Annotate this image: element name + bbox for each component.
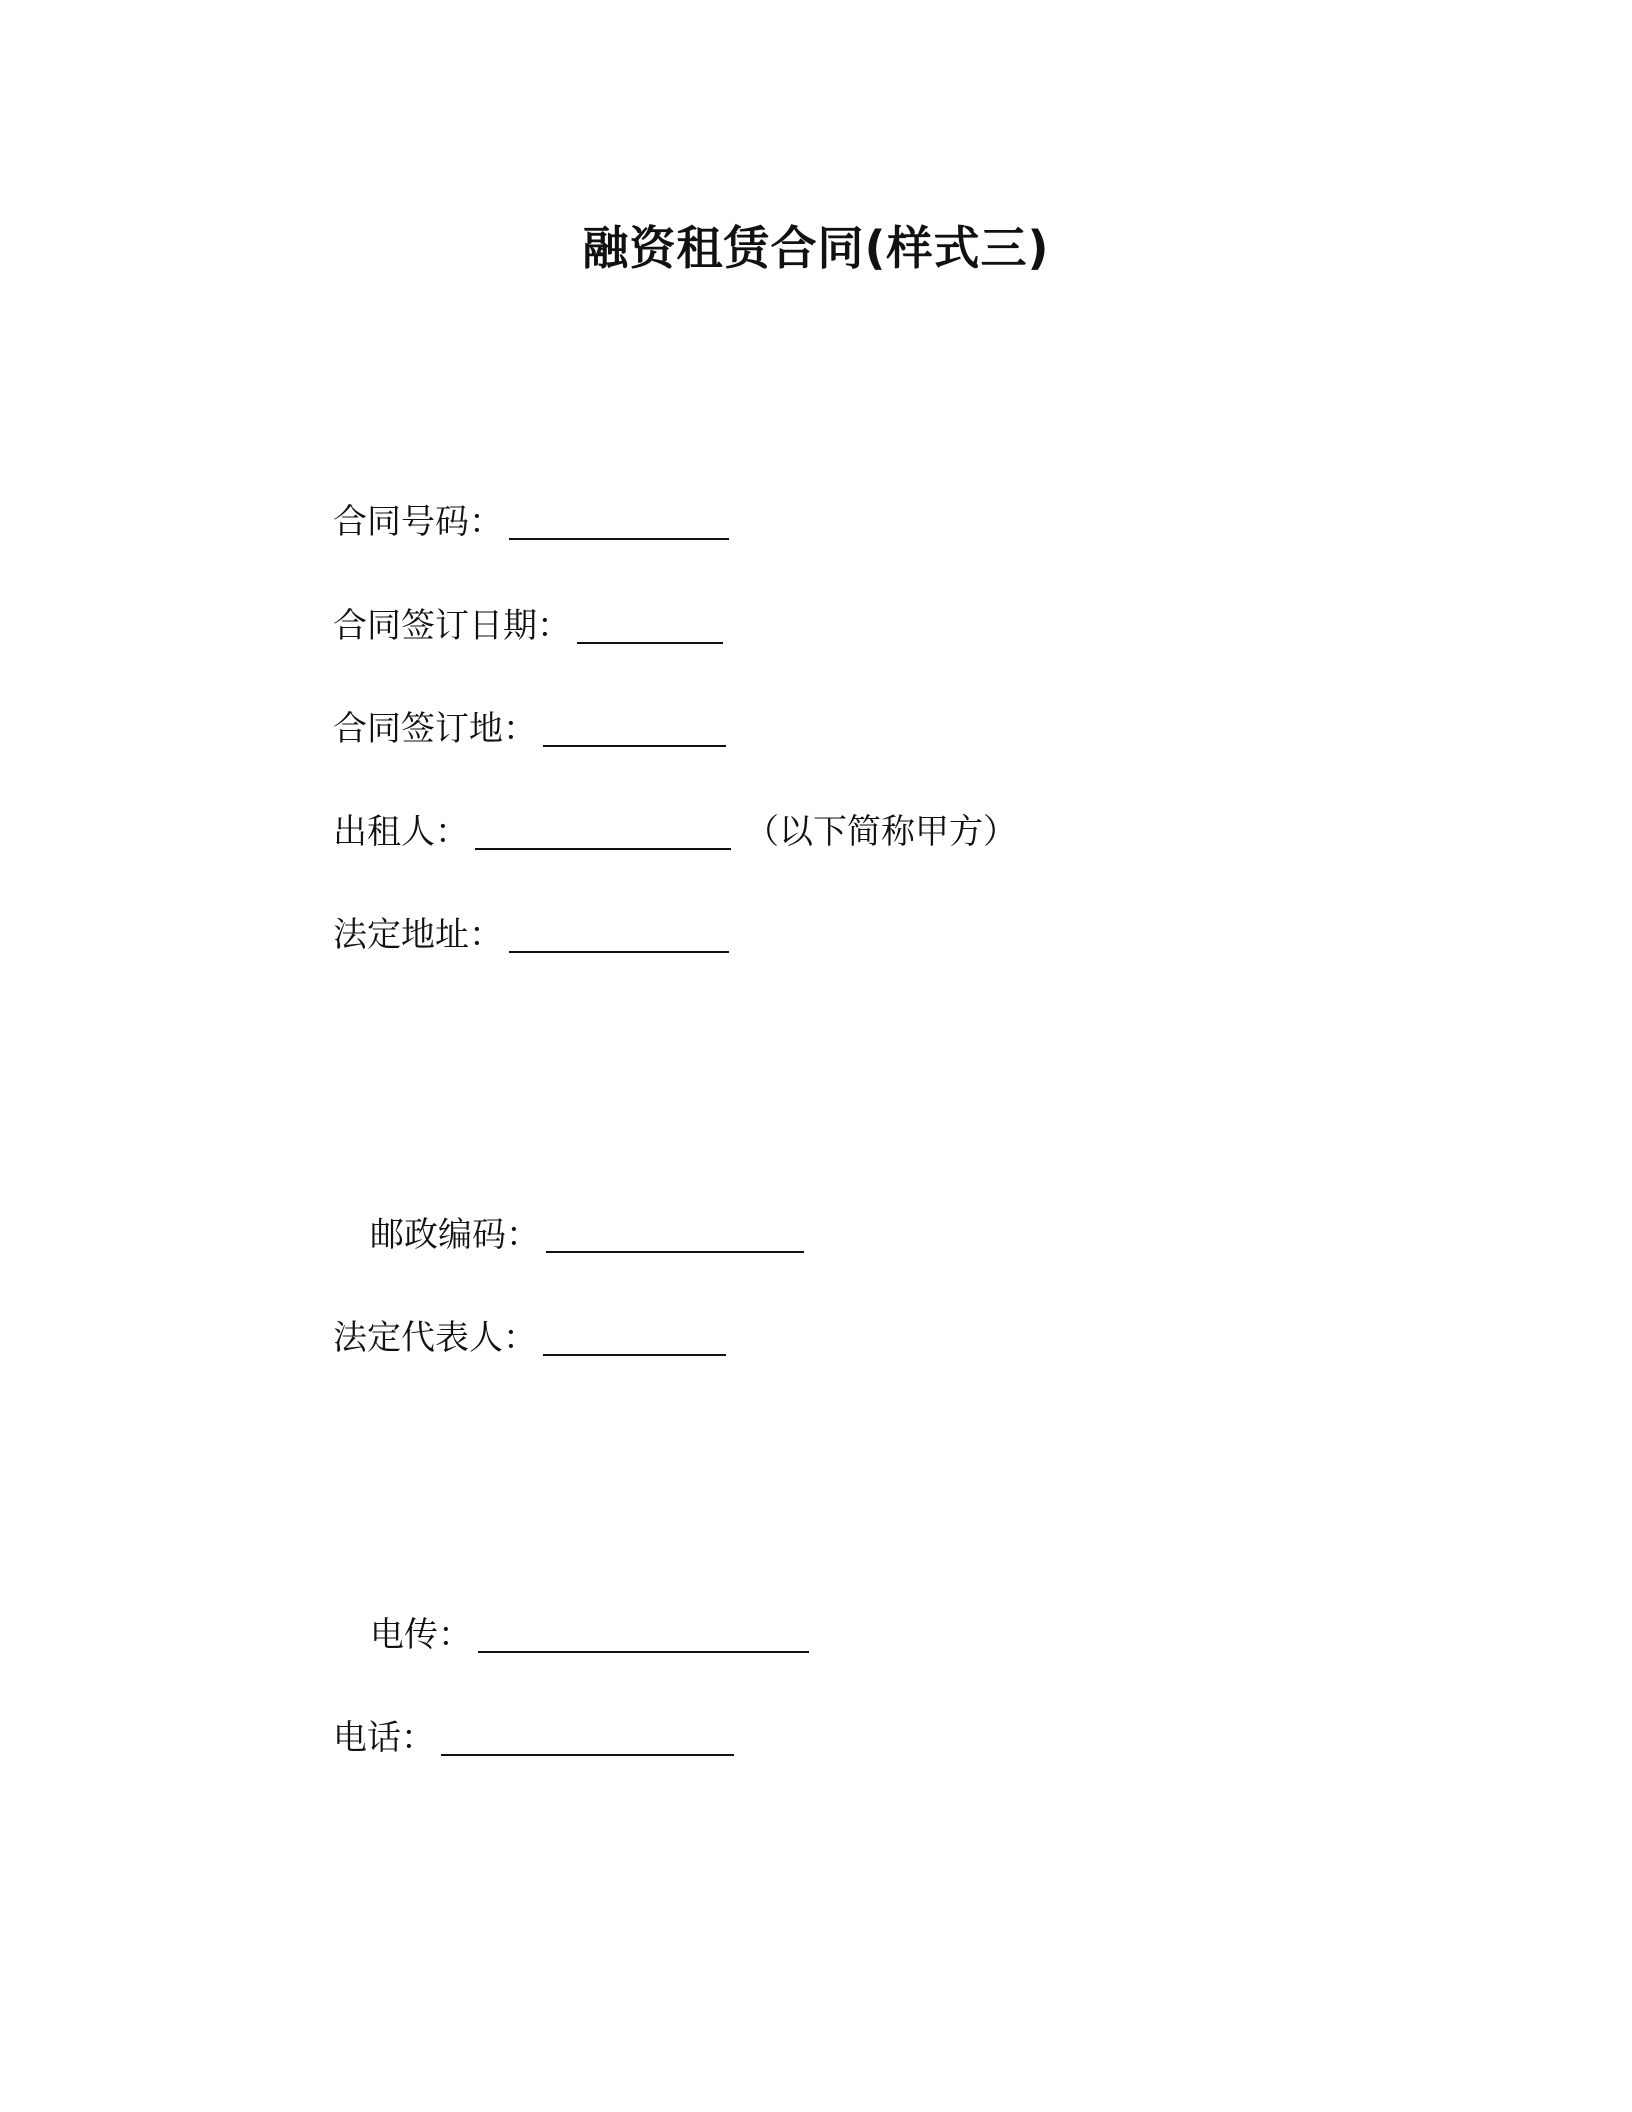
legal-address-field bbox=[333, 903, 729, 955]
legal-address-label: 法定地址： bbox=[333, 915, 503, 955]
contract-number-blank[interactable] bbox=[509, 502, 729, 540]
legal-representative-field bbox=[333, 1306, 726, 1358]
legal-representative-label: 法定代表人： bbox=[333, 1318, 537, 1358]
postal-code-field bbox=[370, 1203, 804, 1255]
signing-date-field bbox=[333, 594, 723, 646]
lessor-field bbox=[333, 800, 1017, 852]
signing-place-label: 合同签订地： bbox=[333, 709, 537, 749]
contract-number-field bbox=[333, 490, 729, 542]
fax-blank[interactable] bbox=[478, 1615, 809, 1653]
signing-place-blank[interactable] bbox=[543, 709, 726, 747]
fax-field bbox=[370, 1603, 809, 1655]
document-title: 融资租赁合同(样式三) bbox=[582, 221, 1050, 275]
phone-label: 电话： bbox=[333, 1718, 435, 1758]
contract-number-label: 合同号码： bbox=[333, 502, 503, 542]
lessor-suffix: （以下简称甲方） bbox=[745, 812, 1017, 852]
signing-place-field bbox=[333, 697, 726, 749]
phone-field bbox=[333, 1706, 734, 1758]
legal-address-blank[interactable] bbox=[509, 915, 729, 953]
postal-code-label: 邮政编码： bbox=[370, 1215, 540, 1255]
postal-code-blank[interactable] bbox=[546, 1215, 804, 1253]
phone-blank[interactable] bbox=[441, 1718, 734, 1756]
lessor-label: 出租人： bbox=[333, 812, 469, 852]
lessor-blank[interactable] bbox=[475, 812, 731, 850]
legal-representative-blank[interactable] bbox=[543, 1318, 726, 1356]
fax-label: 电传： bbox=[370, 1615, 472, 1655]
signing-date-label: 合同签订日期： bbox=[333, 606, 571, 646]
signing-date-blank[interactable] bbox=[577, 606, 723, 644]
